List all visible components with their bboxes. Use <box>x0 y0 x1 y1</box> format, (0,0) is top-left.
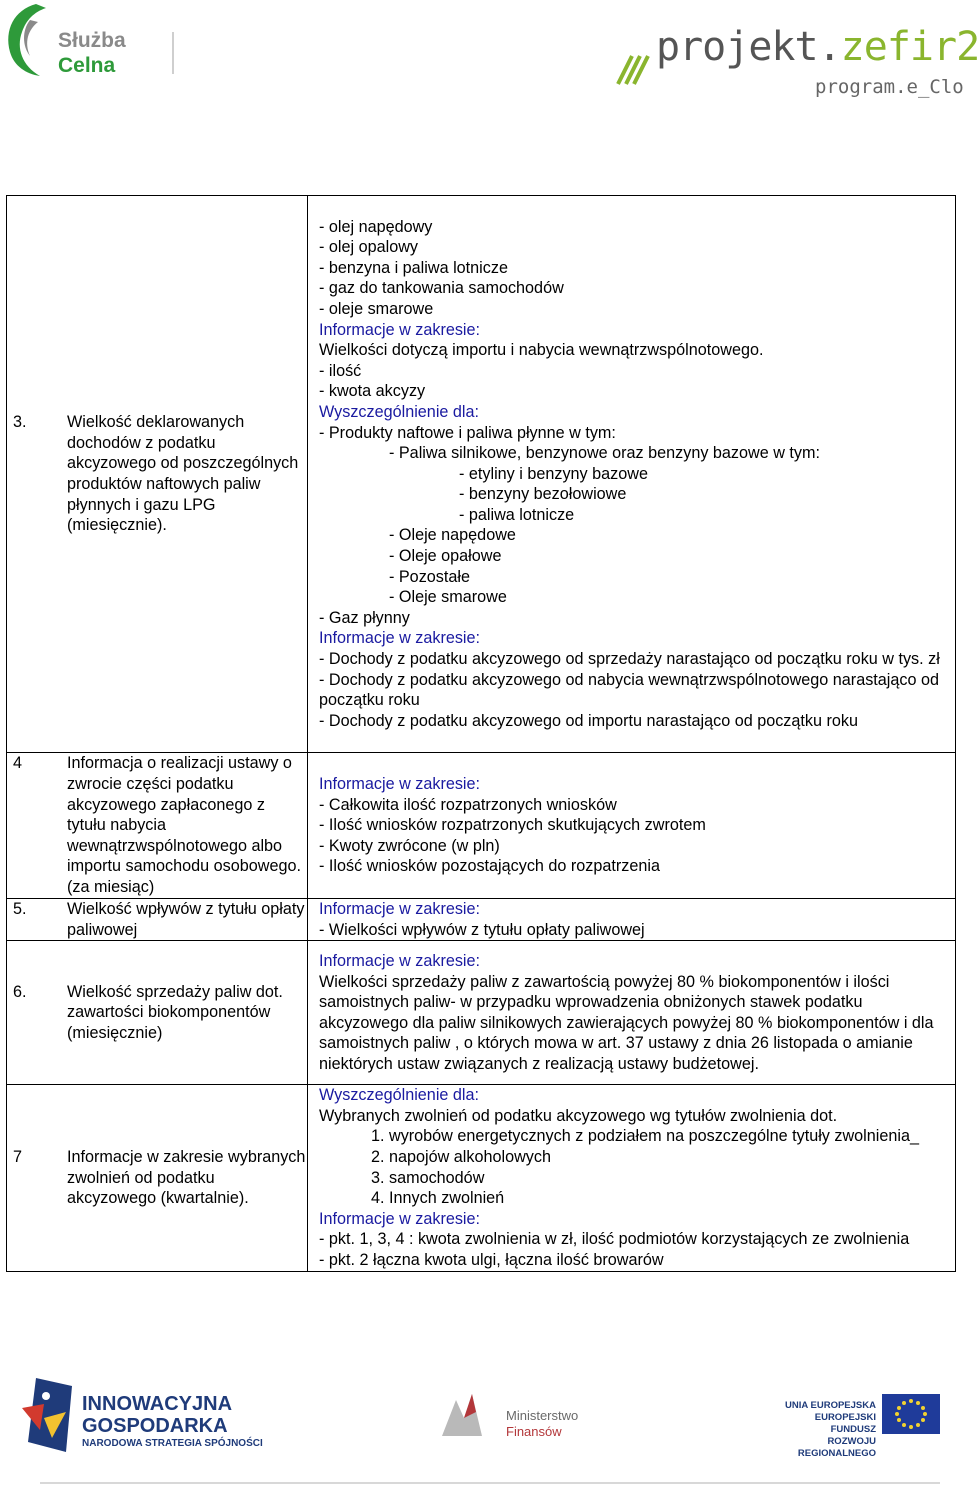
zefir-number: 2 <box>956 24 979 70</box>
list-item: 4. Innych zwolnień <box>389 1188 955 1209</box>
row-title: Wielkość deklarowanych dochodów z podatku akcyzowego od poszczególnych produktów naftowych paliw płynnych i gazu LPG (miesięcznie). <box>67 413 299 535</box>
content-line: - Oleje napędowe <box>389 526 516 545</box>
row-title: Wielkość sprzedaży paliw dot. zawartości biokomponentów (miesięcznie) <box>67 982 283 1042</box>
list-item: 2. napojów alkoholowych <box>389 1147 955 1168</box>
content-line: - benzyny bezołowiowe <box>459 485 627 504</box>
row-content-cell <box>308 941 956 1085</box>
content-line: - Dochody z podatku akcyzowego od nabycia wewnątrzwspólnotowego narastająco od początku roku <box>319 670 939 710</box>
content-line: Wielkości dotyczą importu i nabycia wewnątrzwspólnotowego. <box>319 341 764 360</box>
ue-line-1: UNIA EUROPEJSKA <box>785 1400 876 1411</box>
row-label <box>7 899 307 940</box>
content-line: Wybranych zwolnień od podatku akcyzowego wg tytułów zwolnienia dot. <box>319 1106 838 1125</box>
innowacyjna-gospodarka-text <box>82 1393 232 1437</box>
content-line: - Oleje opałowe <box>389 547 502 566</box>
ig-line-2: GOSPODARKA <box>82 1415 228 1437</box>
numbered-list <box>319 1126 955 1208</box>
section-heading: Informacje w zakresie: <box>319 900 481 918</box>
content-line: - Ilość wniosków pozostających do rozpatrzenia <box>319 857 660 876</box>
row-number: 6. <box>13 982 27 1001</box>
eu-flag-icon <box>882 1394 940 1434</box>
content-line: - kwota akcyzy <box>319 382 426 401</box>
content-line: - ilość <box>319 361 362 380</box>
zefir-brand: zefir <box>840 24 957 70</box>
content-line: - pkt. 2 łączna kwota ulgi, łączna ilość browarów <box>319 1250 664 1269</box>
list-item: 3. samochodów <box>389 1168 955 1189</box>
row-number: 5. <box>13 900 27 918</box>
content-line: - Oleje smarowe <box>389 588 507 607</box>
content-line: - Gaz płynny <box>319 608 410 627</box>
content-line: - Całkowita ilość rozpatrzonych wniosków <box>319 795 617 814</box>
row-title: Wielkość wpływów z tytułu opłaty paliwowej <box>67 900 305 939</box>
row-title: Informacja o realizacji ustawy o zwrocie części podatku akcyzowego zapłaconego z tytułu nabycia wewnątrzwspólnotowego albo importu samochodu osobowego. (za miesiąc) <box>67 754 301 896</box>
section-heading: Informacje w zakresie: <box>319 1209 481 1228</box>
table-row <box>7 899 956 941</box>
section-heading: Informacje w zakresie: <box>319 951 481 970</box>
row-label-cell <box>7 899 308 941</box>
content-line: - Kwoty zwrócone (w pln) <box>319 836 500 855</box>
row-content-cell <box>308 899 956 941</box>
row-number: 3. <box>13 413 27 432</box>
section-heading: Wyszczególnienie dla: <box>319 1086 480 1105</box>
row-label <box>7 753 307 897</box>
ministerstwo-finansow-text <box>506 1408 578 1440</box>
content-line: - Paliwa silnikowe, benzynowe oraz benzyny bazowe w tym: <box>389 444 820 463</box>
info-table-body <box>7 196 956 1272</box>
logo-line-sluzba: Służba <box>58 29 126 52</box>
content-line: - gaz do tankowania samochodów <box>319 279 564 298</box>
table-row <box>7 1085 956 1271</box>
content-line: - Produkty naftowe i paliwa płynne w tym: <box>319 423 616 442</box>
innowacyjna-gospodarka-logo-icon <box>22 1378 72 1452</box>
section-heading: Informacje w zakresie: <box>319 775 481 794</box>
row-title: Informacje w zakresie wybranych zwolnień od podatku akcyzowego (kwartalnie). <box>67 1147 306 1208</box>
logo-line-celna: Celna <box>58 54 116 77</box>
content-line: - Pozostałe <box>389 567 470 586</box>
row-content-cell <box>308 196 956 753</box>
content-line: - olej opalowy <box>319 238 418 257</box>
content-line: - oleje smarowe <box>319 299 434 318</box>
content-line: - paliwa lotnicze <box>459 505 575 524</box>
ue-line-2: EUROPEJSKI FUNDUSZ <box>814 1412 876 1435</box>
content-line: Wielkości sprzedaży paliw z zawartością powyżej 80 % biokomponentów i ilości samoistnych paliw- w przypadku wprowadzenia obniżonych stawek podatku akcyzowego dla paliw silnikowych zawierających powyżej 80 % biokomponentów i dla samoistnych paliw , o których mowa w art. 37 ustawy z dnia 26 listopada o amianie niektórych ustaw związanych z realizacją ustawy budżetowej. <box>319 972 934 1073</box>
list-item: 1. wyrobów energetycznych z podziałem na poszczególne tytuły zwolnienia_ <box>389 1126 955 1147</box>
row-label-cell <box>7 196 308 753</box>
logo-separator <box>172 32 174 74</box>
zefir-stripes-icon <box>618 56 648 84</box>
row-label-cell <box>7 1085 308 1271</box>
row-label <box>7 1147 307 1209</box>
content-line: - Dochody z podatku akcyzowego od sprzedaży narastająco od początku roku w tys. zł <box>319 650 940 669</box>
ue-line-3: ROZWOJU REGIONALNEGO <box>797 1436 876 1459</box>
row-content-cell <box>308 753 956 899</box>
content-line: - pkt. 1, 3, 4 : kwota zwolnienia w zł, ilość podmiotów korzystających ze zwolnienia <box>319 1230 910 1249</box>
mf-line-1: Ministerstwo <box>506 1408 579 1423</box>
table-row <box>7 753 956 899</box>
ministerstwo-finansow-logo-icon <box>442 1394 500 1436</box>
section-heading: Informacje w zakresie: <box>319 629 481 648</box>
content-line: - Wielkości wpływów z tytułu opłaty paliwowej <box>319 920 645 939</box>
narodowa-strategia-text: NARODOWA STRATEGIA SPÓJNOŚCI <box>82 1438 263 1449</box>
zefir-subtitle: program.e_Clo <box>815 76 964 98</box>
row-number: 4 <box>13 754 23 773</box>
content-line: - Ilość wniosków rozpatrzonych skutkujących zwrotem <box>319 816 706 835</box>
zefir-prefix: projekt. <box>656 24 841 70</box>
info-table <box>6 195 956 1272</box>
content-line: - olej napędowy <box>319 217 433 236</box>
sluzba-celna-logo-text <box>58 28 126 78</box>
content-line: - etyliny i benzyny bazowe <box>459 464 648 483</box>
content-line: - Dochody z podatku akcyzowego od importu narastająco od początku roku <box>319 711 858 730</box>
section-heading: Informacje w zakresie: <box>319 320 481 339</box>
row-label <box>7 412 307 536</box>
row-number: 7 <box>13 1147 23 1166</box>
row-label-cell <box>7 941 308 1085</box>
zefir-logo-text <box>656 22 979 72</box>
section-heading: Wyszczególnienie dla: <box>319 402 480 421</box>
mf-line-2: Finansów <box>506 1424 562 1439</box>
row-label <box>7 982 307 1044</box>
table-row <box>7 941 956 1085</box>
ig-line-1: INNOWACYJNA <box>82 1393 233 1415</box>
row-label-cell <box>7 753 308 899</box>
footer-divider <box>40 1482 940 1484</box>
content-line: - benzyna i paliwa lotnicze <box>319 258 508 277</box>
table-row <box>7 196 956 753</box>
unia-europejska-text <box>772 1400 876 1460</box>
row-content-cell <box>308 1085 956 1271</box>
